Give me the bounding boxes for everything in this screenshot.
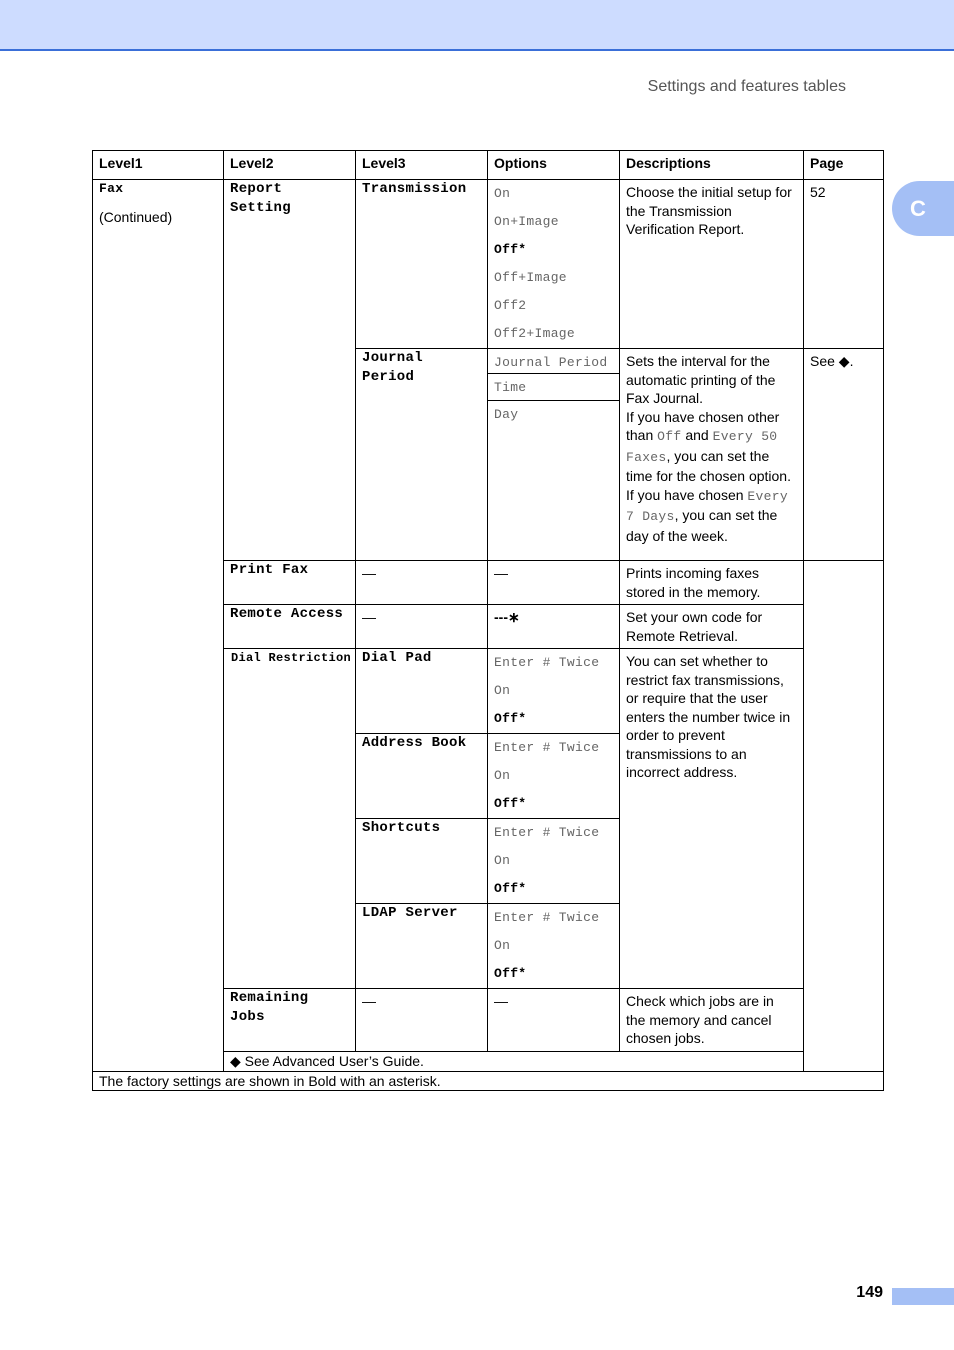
option-item: On+Image bbox=[494, 214, 559, 229]
option-item: Enter # Twice bbox=[494, 825, 600, 840]
header-options: Options bbox=[488, 151, 620, 180]
option-item: Off2 bbox=[494, 298, 527, 313]
option-item: Off2+Image bbox=[494, 326, 576, 341]
desc-code: Every 50 Faxes bbox=[626, 429, 778, 465]
desc-text: , you can set the day of the week. bbox=[626, 507, 778, 544]
level1-cell bbox=[93, 180, 224, 1072]
chapter-tab: C bbox=[892, 181, 954, 236]
page-cell-empty bbox=[804, 561, 884, 1072]
option-item: On bbox=[494, 938, 511, 953]
level3-remaining-jobs: — bbox=[356, 989, 488, 1052]
header-descriptions: Descriptions bbox=[620, 151, 804, 180]
level3-address-book: Address Book bbox=[356, 734, 488, 819]
level3-print-fax: — bbox=[356, 561, 488, 605]
level2-print-fax: Print Fax bbox=[224, 561, 356, 605]
desc-code: Every 7 Days bbox=[626, 488, 788, 524]
level2-report-setting: Report Setting bbox=[224, 180, 356, 561]
option-item: On bbox=[494, 683, 511, 698]
option-item: Enter # Twice bbox=[494, 655, 600, 670]
option-item: On bbox=[494, 186, 511, 201]
option-item: Off+Image bbox=[494, 270, 567, 285]
level2-remaining-jobs: Remaining Jobs bbox=[224, 989, 356, 1052]
header-level3: Level3 bbox=[356, 151, 488, 180]
header-band bbox=[0, 0, 954, 51]
description-remaining-jobs: Check which jobs are in the memory and cancel chosen jobs. bbox=[620, 989, 804, 1052]
desc-text: If you have chosen other than bbox=[626, 408, 780, 443]
desc-text: Sets the interval for the automatic printing of the Fax Journal. bbox=[626, 353, 776, 406]
option-remaining-jobs: — bbox=[488, 989, 620, 1052]
options-address-book bbox=[488, 734, 620, 819]
options-ldap-server bbox=[488, 904, 620, 989]
level3-shortcuts: Shortcuts bbox=[356, 819, 488, 904]
desc-text: If you have chosen bbox=[626, 486, 744, 503]
footnote-advanced-guide: ◆ See Advanced User’s Guide. bbox=[224, 1052, 884, 1072]
option-item-default: Off* bbox=[494, 881, 527, 896]
option-item: Time bbox=[488, 374, 619, 401]
level2-dial-restriction: Dial Restriction bbox=[224, 649, 356, 989]
option-item: Enter # Twice bbox=[494, 910, 600, 925]
page-transmission: 52 bbox=[804, 180, 884, 349]
option-item: On bbox=[494, 853, 511, 868]
options-dial-pad bbox=[488, 649, 620, 734]
desc-text: , you can set the time for the chosen option. bbox=[626, 447, 791, 484]
option-item-default: Off* bbox=[494, 242, 527, 257]
option-item-default: Off* bbox=[494, 966, 527, 981]
option-item-default: Off* bbox=[494, 796, 527, 811]
description-journal-period bbox=[620, 349, 804, 561]
header-page: Page bbox=[804, 151, 884, 180]
option-print-fax: — bbox=[488, 561, 620, 605]
description-transmission: Choose the initial setup for the Transmission Verification Report. bbox=[620, 180, 804, 349]
level2-remote-access: Remote Access bbox=[224, 605, 356, 649]
page-number: 149 bbox=[856, 1284, 883, 1301]
header-level2: Level2 bbox=[224, 151, 356, 180]
option-item: Enter # Twice bbox=[494, 740, 600, 755]
description-print-fax: Prints incoming faxes stored in the memory. bbox=[620, 561, 804, 605]
settings-table bbox=[92, 150, 884, 1091]
description-remote-access: Set your own code for Remote Retrieval. bbox=[620, 605, 804, 649]
table-header-row bbox=[93, 151, 884, 180]
level3-dial-pad: Dial Pad bbox=[356, 649, 488, 734]
level3-transmission: Transmission bbox=[356, 180, 488, 349]
page-number-bar bbox=[892, 1288, 954, 1305]
level3-remote-access: — bbox=[356, 605, 488, 649]
option-item: Journal Period bbox=[488, 349, 619, 374]
level1-name: Fax bbox=[99, 181, 124, 196]
table-footnote-row bbox=[93, 1071, 884, 1091]
desc-code: Off bbox=[657, 429, 682, 444]
option-item-default: Off* bbox=[494, 711, 527, 726]
table-row bbox=[93, 180, 884, 349]
options-shortcuts bbox=[488, 819, 620, 904]
option-item: Day bbox=[494, 407, 519, 422]
level3-journal-period: Journal Period bbox=[356, 349, 488, 561]
options-journal-period bbox=[488, 349, 620, 561]
desc-text: and bbox=[685, 427, 709, 443]
header-level1: Level1 bbox=[93, 151, 224, 180]
options-transmission bbox=[488, 180, 620, 349]
page-journal-period: See ◆. bbox=[804, 349, 884, 561]
level3-ldap-server: LDAP Server bbox=[356, 904, 488, 989]
description-dial-restriction: You can set whether to restrict fax transmissions, or require that the user enters the number twice in order to prevent transmissions to an incorrect address. bbox=[620, 649, 804, 989]
option-remote-access: ---∗ bbox=[488, 605, 620, 649]
level1-note: (Continued) bbox=[99, 208, 173, 225]
option-item: On bbox=[494, 768, 511, 783]
footnote-factory-settings: The factory settings are shown in Bold with an asterisk. bbox=[93, 1071, 884, 1091]
page-header-title: Settings and features tables bbox=[647, 78, 846, 95]
